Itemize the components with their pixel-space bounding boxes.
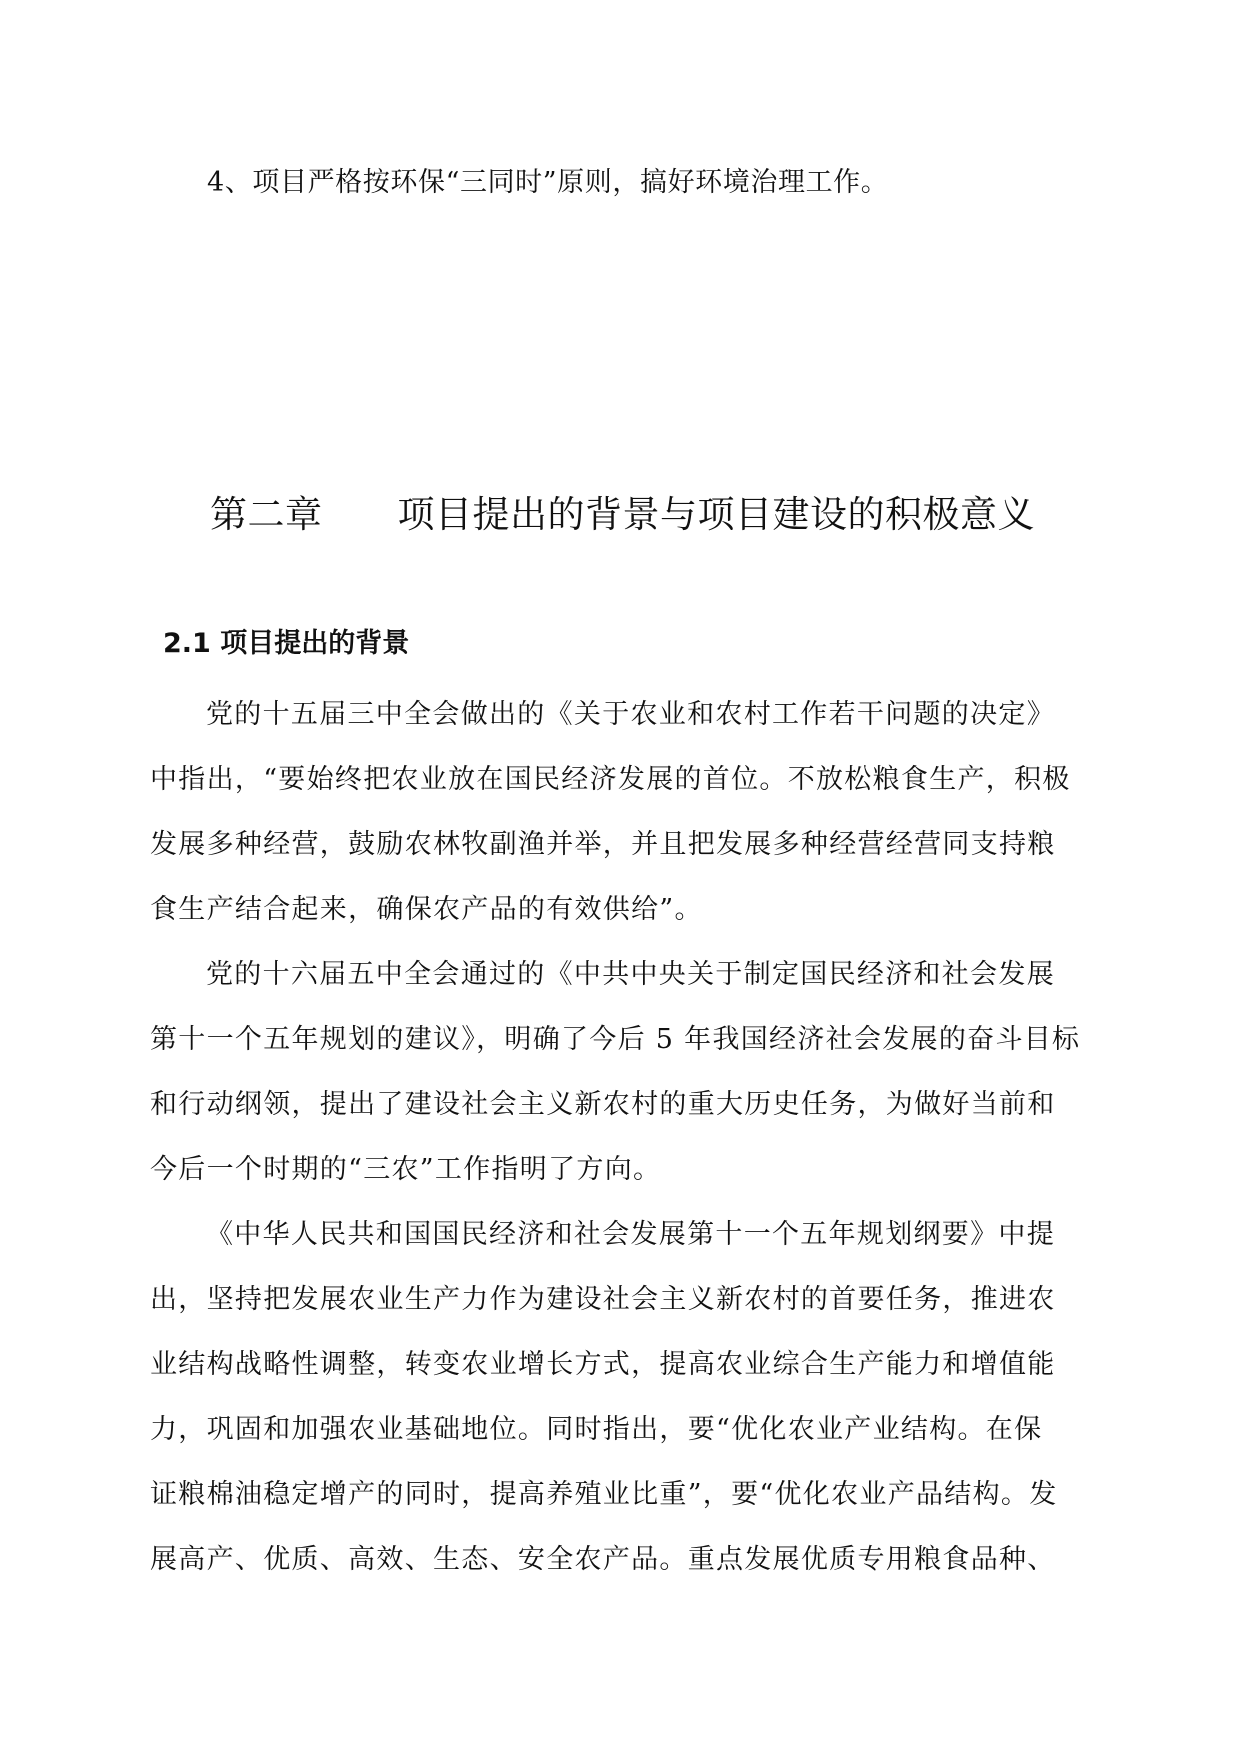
chapter-title [210, 484, 1035, 538]
paragraph-line: 力，巩固和加强农业基础地位。同时指出，要“优化农业产业结构。在保 [150, 1414, 1043, 1445]
paragraph-line: 今后一个时期的“三农”工作指明了方向。 [150, 1154, 662, 1185]
paragraph-line: 中指出，“要始终把农业放在国民经济发展的首位。不放松粮食生产，积极 [150, 764, 1071, 795]
paragraph-line: 证粮棉油稳定增产的同时，提高养殖业比重”，要“优化农业产品结构。发 [150, 1479, 1058, 1510]
section-heading: 2.1 项目提出的背景 [163, 628, 410, 659]
paragraph-line: 展高产、优质、高效、生态、安全农产品。重点发展优质专用粮食品种、 [150, 1544, 1056, 1575]
body-text [150, 682, 1100, 1592]
paragraph-line: 业结构战略性调整，转变农业增长方式，提高农业综合生产能力和增值能 [150, 1349, 1056, 1380]
paragraph-line: 党的十五届三中全会做出的《关于农业和农村工作若干问题的决定》 [206, 699, 1055, 730]
chapter-number: 第二章 [210, 493, 323, 536]
paragraph-1 [150, 682, 1100, 942]
list-item-4: 4、项目严格按环保“三同时”原则，搞好环境治理工作。 [207, 167, 889, 198]
paragraph-2 [150, 942, 1100, 1202]
paragraph-3 [150, 1202, 1100, 1592]
paragraph-line: 党的十六届五中全会通过的《中共中央关于制定国民经济和社会发展 [206, 959, 1055, 990]
paragraph-line: 发展多种经营，鼓励农林牧副渔并举，并且把发展多种经营经营同支持粮 [150, 829, 1056, 860]
paragraph-line: 《中华人民共和国国民经济和社会发展第十一个五年规划纲要》中提 [206, 1219, 1055, 1250]
chapter-name: 项目提出的背景与项目建设的积极意义 [397, 493, 1035, 536]
paragraph-line: 食生产结合起来，确保农产品的有效供给”。 [150, 894, 703, 925]
paragraph-line: 出，坚持把发展农业生产力作为建设社会主义新农村的首要任务，推进农 [150, 1284, 1056, 1315]
paragraph-line: 和行动纲领，提出了建设社会主义新农村的重大历史任务，为做好当前和 [150, 1089, 1056, 1120]
paragraph-line: 第十一个五年规划的建议》，明确了今后 5 年我国经济社会发展的奋斗目标 [150, 1024, 1081, 1055]
